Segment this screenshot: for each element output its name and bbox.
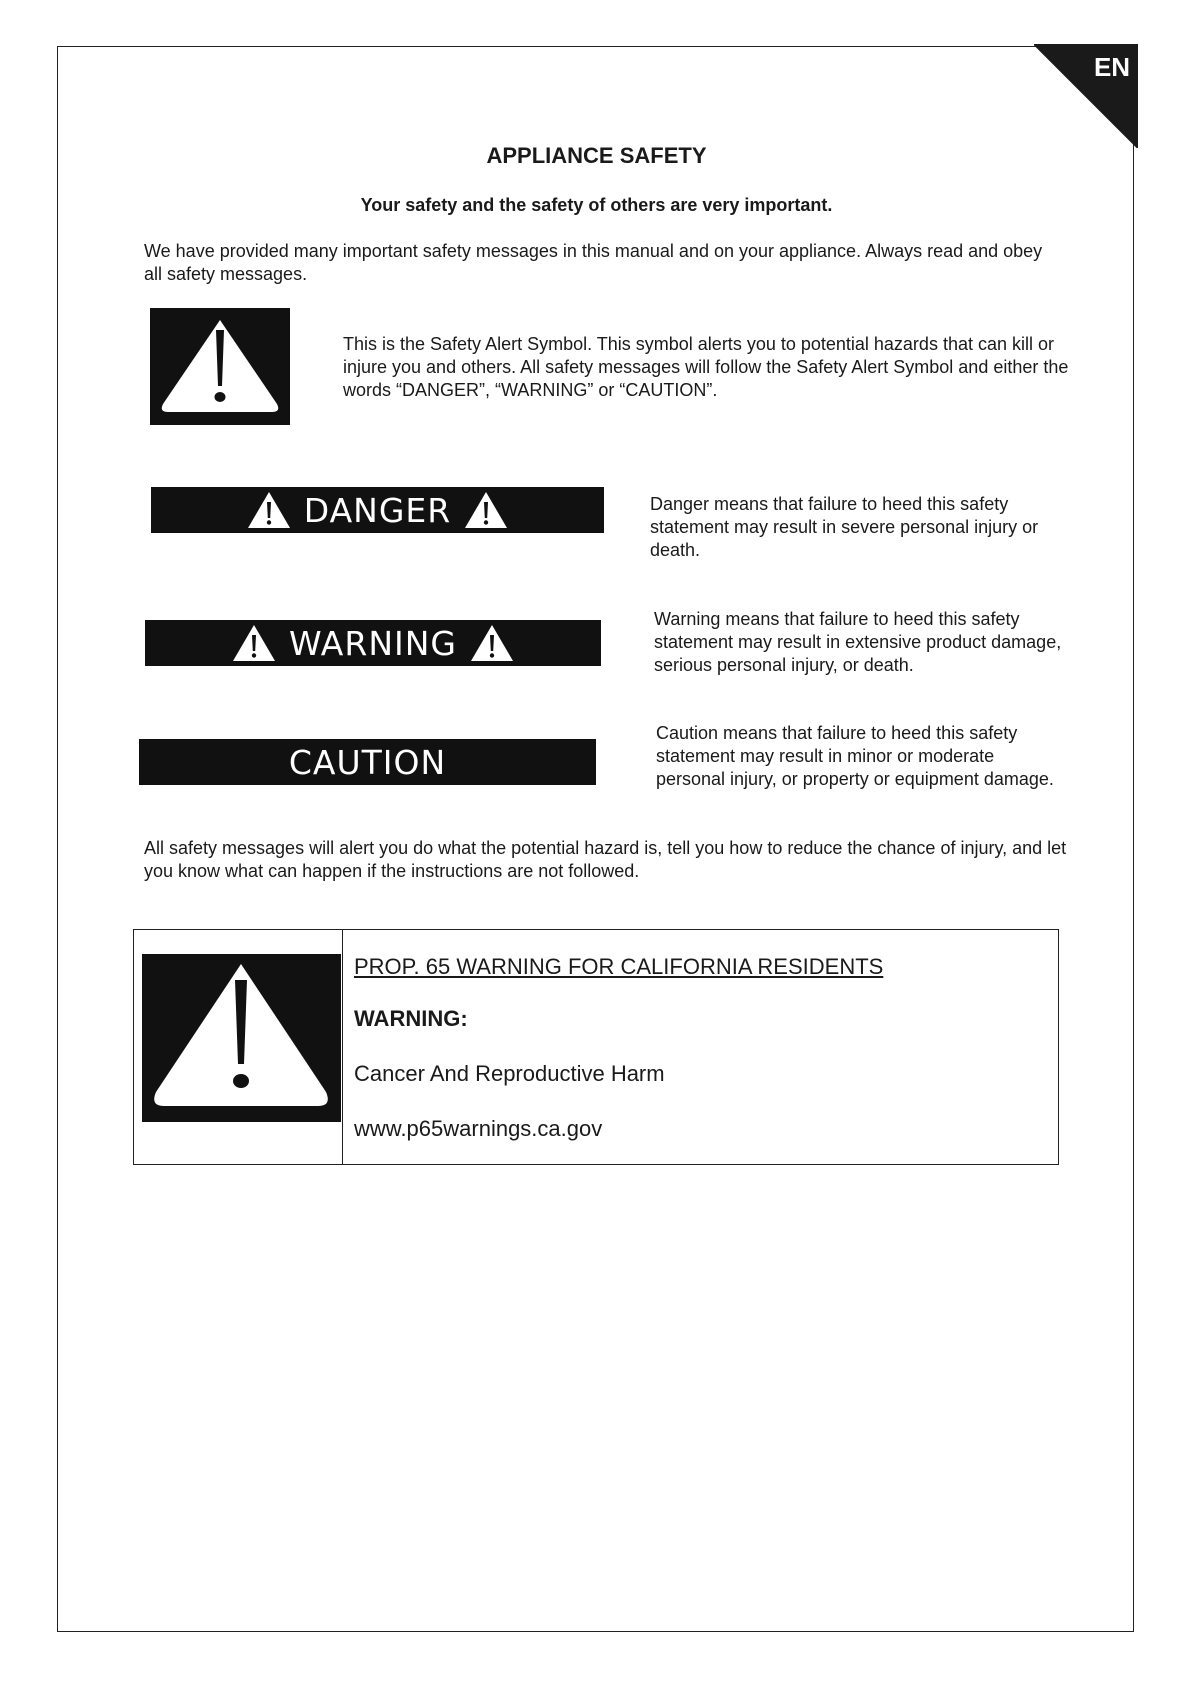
caution-banner	[139, 739, 596, 785]
prop65-box	[133, 929, 1059, 1165]
warning-triangle-icon	[150, 308, 290, 425]
page-title: APPLIANCE SAFETY	[486, 143, 707, 168]
prop65-heading: PROP. 65 WARNING FOR CALIFORNIA RESIDENTS	[354, 954, 884, 979]
prop65-warning-label: WARNING:	[354, 1006, 468, 1031]
prop65-divider	[342, 930, 343, 1164]
alert-symbol-description: This is the Safety Alert Symbol. This symbol alerts you to potential hazards that can kill or injure you and others. All safety messages will follow the Safety Alert Symbol and either the words “DANGER”, “WARNING” or “CAUTION”.	[343, 334, 1069, 400]
prop65-alert-symbol	[142, 954, 341, 1122]
language-tab	[1034, 44, 1138, 148]
warning-triangle-icon	[246, 490, 292, 530]
caution-description: Caution means that failure to heed this safety statement may result in minor or moderate personal injury, or property or equipment damage.	[656, 723, 1054, 789]
warning-label: WARNING	[288, 623, 457, 663]
warning-triangle-icon	[231, 623, 277, 663]
prop65-url-link[interactable]: www.p65warnings.ca.gov	[354, 1116, 603, 1141]
warning-banner	[145, 620, 601, 666]
prop65-harm-text: Cancer And Reproductive Harm	[354, 1061, 665, 1086]
warning-triangle-icon	[142, 954, 341, 1122]
safety-alert-symbol	[150, 308, 290, 425]
warning-triangle-icon	[463, 490, 509, 530]
intro-paragraph: We have provided many important safety messages in this manual and on your appliance. Always read and obey all safety messages.	[144, 241, 1043, 284]
page-subtitle: Your safety and the safety of others are very important.	[360, 195, 833, 215]
danger-banner	[151, 487, 604, 533]
warning-triangle-icon	[469, 623, 515, 663]
caution-label: CAUTION	[288, 742, 447, 782]
language-tab-label: EN	[1093, 52, 1131, 82]
danger-label: DANGER	[303, 490, 452, 530]
danger-description: Danger means that failure to heed this safety statement may result in severe personal injury or death.	[650, 494, 1039, 560]
warning-description: Warning means that failure to heed this safety statement may result in extensive product damage, serious personal injury, or death.	[654, 609, 1062, 675]
closing-paragraph: All safety messages will alert you do what the potential hazard is, tell you how to reduce the chance of injury, and let you know what can happen if the instructions are not followed.	[144, 838, 1067, 881]
